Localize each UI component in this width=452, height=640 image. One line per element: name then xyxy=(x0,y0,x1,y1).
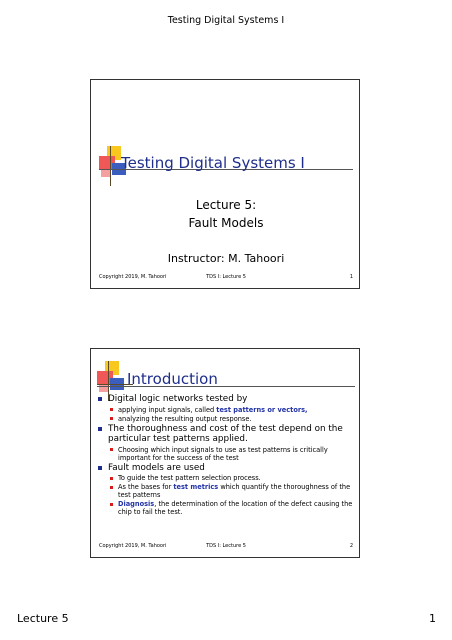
highlight-term: test patterns or vectors, xyxy=(216,405,308,414)
page-header-title: Testing Digital Systems I xyxy=(167,15,285,26)
highlight-term: test metrics xyxy=(173,483,219,491)
highlight-term: Diagnosis xyxy=(118,500,155,508)
footer-slide-number: 2 xyxy=(349,543,353,549)
lecture-topic: Fault Models xyxy=(188,216,264,230)
bullet-item: The thoroughness and cost of the test depend on the particular test patterns applied. xyxy=(97,424,355,445)
sub-bullet-item: Diagnosis, the determination of the location of the defect causing the chip to fail the test. xyxy=(97,500,355,516)
sub-bullet-item: analyzing the resulting output response. xyxy=(97,415,355,423)
footer-copyright: Copyright 2019, M. Tahoori xyxy=(99,274,167,280)
footer-slide-number: 1 xyxy=(349,274,353,280)
footer-course: TDS I: Lecture 5 xyxy=(206,274,246,280)
slide-title: Testing Digital Systems I xyxy=(121,154,305,172)
sub-bullet-item: Choosing which input signals to use as test patterns is critically important for the success of the test xyxy=(97,446,355,462)
page-number: 1 xyxy=(429,612,436,625)
slide-footer xyxy=(91,543,361,553)
instructor: Instructor: M. Tahoori xyxy=(167,252,285,265)
bullet-item: Fault models are used xyxy=(97,463,355,474)
bullet-list xyxy=(97,393,355,516)
lecture-number: Lecture 5: xyxy=(195,198,257,212)
slide-footer xyxy=(91,274,361,284)
slide-2 xyxy=(90,348,360,558)
sub-bullet-item: As the bases for test metrics which quantify the thoroughness of the test patterns xyxy=(97,483,355,499)
page-footer-lecture: Lecture 5 xyxy=(17,612,69,625)
slide-title: Introduction xyxy=(127,370,218,388)
footer-copyright: Copyright 2019, M. Tahoori xyxy=(99,543,167,549)
sub-bullet-item: To guide the test pattern selection process. xyxy=(97,474,355,482)
sub-bullet-item: applying input signals, called test patterns or vectors, xyxy=(97,406,355,414)
footer-course: TDS I: Lecture 5 xyxy=(206,543,246,549)
bullet-item: Digital logic networks tested by xyxy=(97,394,355,405)
slide-1 xyxy=(90,79,360,289)
